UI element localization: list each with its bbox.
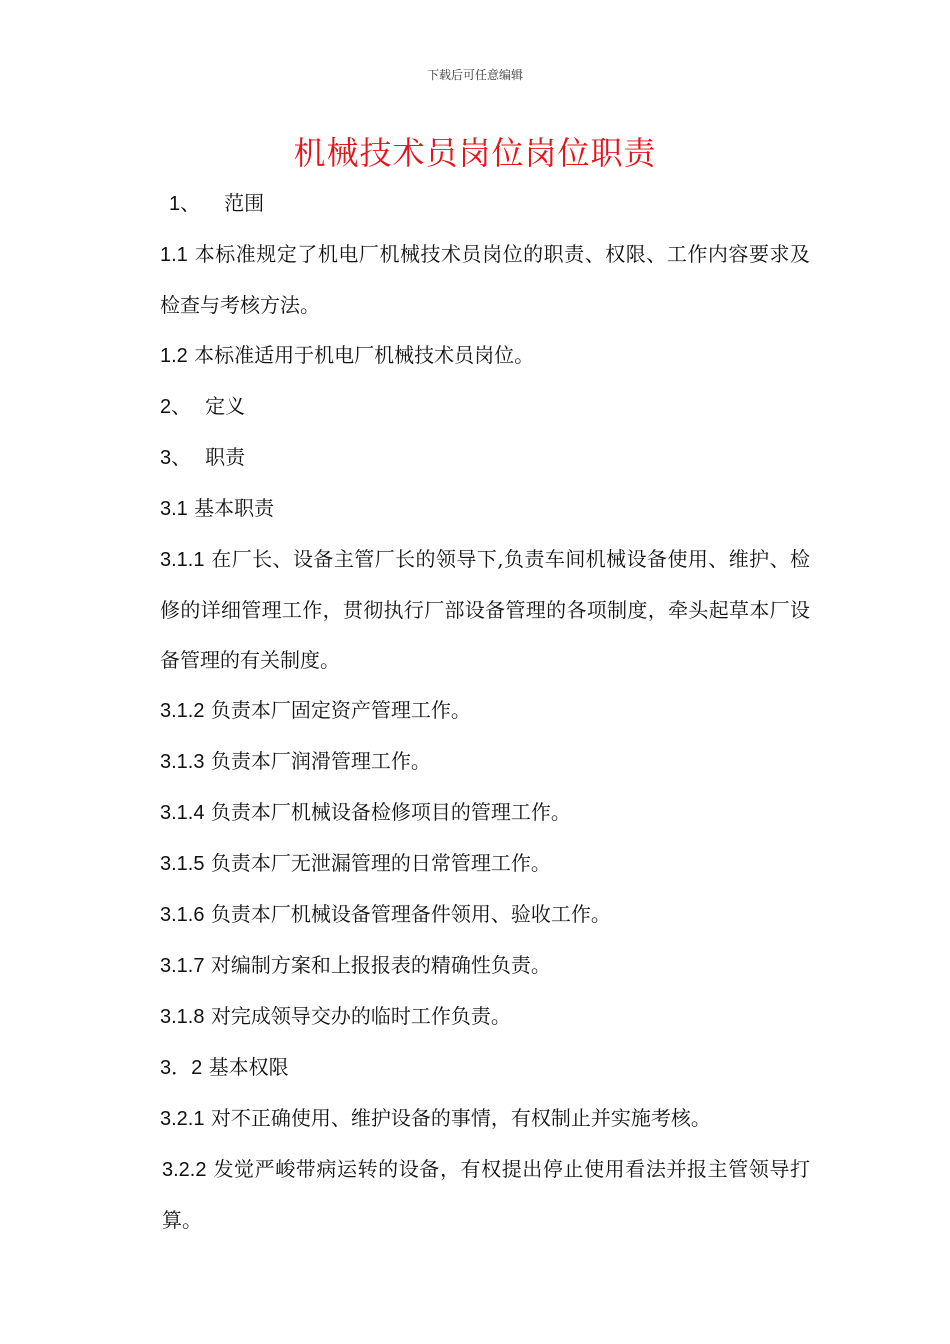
clause-3-1-6: 3.1.6 负责本厂机械设备管理备件领用、验收工作。 — [160, 902, 611, 926]
clause-1-1: 1.1 本标准规定了机电厂机械技术员岗位的职责、权限、工作内容要求及检查与考核方法。 — [160, 242, 811, 317]
clause-3-2-2: 3.2.2 发觉严峻带病运转的设备，有权提出停止使用看法并报主管领导打算。 — [162, 1157, 811, 1232]
document-title: 机械技术员岗位岗位职责 — [293, 134, 657, 172]
clause-3-1-3: 3.1.3 负责本厂润滑管理工作。 — [160, 749, 431, 773]
clause-3-1-4: 3.1.4 负责本厂机械设备检修项目的管理工作。 — [160, 800, 571, 824]
clause-3-1: 3.1 基本职责 — [160, 496, 275, 520]
clause-3-1-7: 3.1.7 对编制方案和上报报表的精确性负责。 — [160, 953, 551, 977]
clause-3-1-5: 3.1.5 负责本厂无泄漏管理的日常管理工作。 — [160, 851, 551, 875]
clause-1-2: 1.2 本标准适用于机电厂机械技术员岗位。 — [160, 343, 535, 367]
clause-3-2: 3．2 基本权限 — [160, 1055, 289, 1079]
section-2-heading: 2、 定义 — [160, 394, 246, 418]
clause-3-1-1: 3.1.1 在厂长、设备主管厂长的领导下,负责车间机械设备使用、维护、检修的详细管理工作，贯彻执行厂部设备管理的各项制度，牵头起草本厂设备管理的有关制度。 — [160, 547, 811, 672]
document-body — [145, 178, 810, 1245]
clause-3-1-2: 3.1.2 负责本厂固定资产管理工作。 — [160, 698, 471, 722]
clause-3-2-1: 3.2.1 对不正确使用、维护设备的事情，有权制止并实施考核。 — [160, 1106, 711, 1130]
section-1-heading: 1、 范围 — [169, 191, 265, 215]
clause-3-1-8: 3.1.8 对完成领导交办的临时工作负责。 — [160, 1004, 511, 1028]
header-note: 下载后可任意编辑 — [426, 68, 523, 82]
section-3-heading: 3、 职责 — [160, 445, 246, 469]
